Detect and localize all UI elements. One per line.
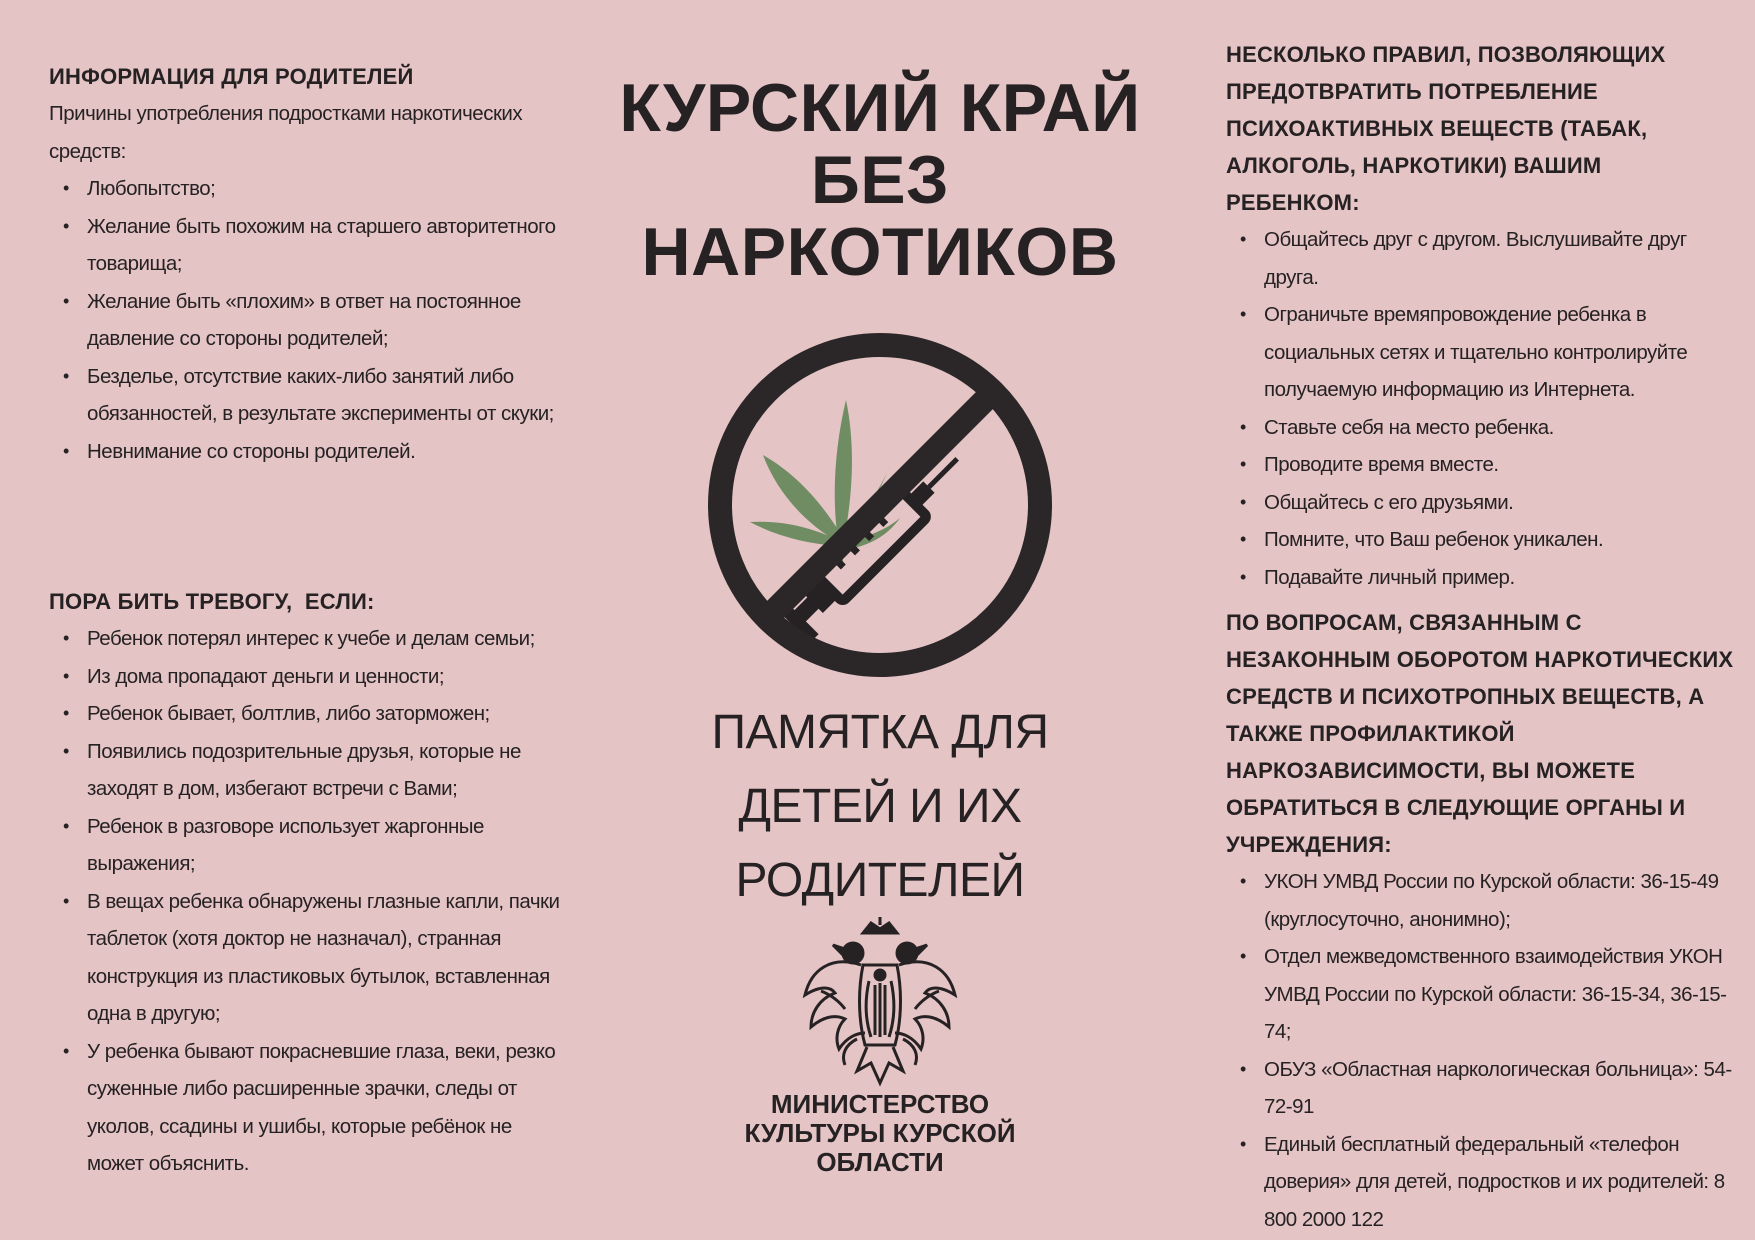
list-item: • Единый бесплатный федеральный «телефон доверия» для детей, подростков и их родителей: 8 800 2000 122 (1226, 1126, 1736, 1239)
rules-section (1226, 36, 1736, 596)
double-headed-eagle-lyre-emblem (801, 915, 959, 1093)
list-item: • Подавайте личный пример. (1226, 559, 1736, 597)
parents-info-section (49, 58, 569, 470)
ministry-line-3: ОБЛАСТИ (816, 1147, 944, 1177)
alarm-heading: ПОРА БИТЬ ТРЕВОГУ, ЕСЛИ: (49, 589, 375, 614)
list-item: • Безделье, отсутствие каких-либо занятий либо обязанностей, в результате эксперименты от скуки; (49, 358, 569, 433)
list-item: • Ограничьте времяпровождение ребенка в социальных сетях и тщательно контролируйте получаемую информацию из Интернета. (1226, 296, 1736, 409)
rules-heading: НЕСКОЛЬКО ПРАВИЛ, ПОЗВОЛЯЮЩИХ ПРЕДОТВРАТИТЬ ПОТРЕБЛЕНИЕ ПСИХОАКТИВНЫХ ВЕЩЕСТВ (ТАБАК, АЛКОГОЛЬ, НАРКОТИКИ) ВАШИМ РЕБЕНКОМ: (1226, 42, 1666, 215)
parents-info-heading: ИНФОРМАЦИЯ ДЛЯ РОДИТЕЛЕЙ (49, 64, 414, 89)
reasons-list (49, 170, 569, 470)
list-item: • Общайтесь друг с другом. Выслушивайте друг друга. (1226, 221, 1736, 296)
list-item: • Появились подозрительные друзья, которые не заходят в дом, избегают встречи с Вами; (49, 733, 569, 808)
parents-info-intro: Причины употребления подростками наркотических средств: (49, 102, 523, 163)
list-item: • Ставьте себя на место ребенка. (1226, 409, 1736, 447)
list-item: • Ребенок бывает, болтлив, либо заторможен; (49, 695, 569, 733)
subtitle-line-1: ПАМЯТКА ДЛЯ (711, 706, 1049, 759)
list-item: • Отдел межведомственного взаимодействия УКОН УМВД России по Курской области: 36-15-34, 36-15-74; (1226, 938, 1736, 1051)
list-item: • Проводите время вместе. (1226, 446, 1736, 484)
subtitle-line-2: ДЕТЕЙ И ИХ РОДИТЕЛЕЙ (735, 780, 1025, 907)
main-title (600, 72, 1160, 288)
title-line-2: БЕЗ НАРКОТИКОВ (641, 142, 1119, 290)
list-item: • Из дома пропадают деньги и ценности; (49, 658, 569, 696)
list-item: • Желание быть похожим на старшего авторитетного товарища; (49, 208, 569, 283)
alarm-list (49, 620, 569, 1183)
ministry-line-2: КУЛЬТУРЫ КУРСКОЙ (744, 1118, 1016, 1148)
rules-list (1226, 221, 1736, 596)
ministry-line-1: МИНИСТЕРСТВО (770, 1089, 990, 1119)
list-item: • Желание быть «плохим» в ответ на постоянное давление со стороны родителей; (49, 283, 569, 358)
contacts-heading: ПО ВОПРОСАМ, СВЯЗАННЫМ С НЕЗАКОННЫМ ОБОРОТОМ НАРКОТИЧЕСКИХ СРЕДСТВ И ПСИХОТРОПНЫХ ВЕЩЕСТВ, А ТАКЖЕ ПРОФИЛАКТИКОЙ НАРКОЗАВИСИМОСТИ, ВЫ МОЖЕТЕ ОБРАТИТЬСЯ В СЛЕДУЮЩИЕ ОРГАНЫ И УЧРЕЖДЕНИЯ: (1226, 610, 1734, 857)
list-item: • УКОН УМВД России по Курской области: 36-15-49 (круглосуточно, анонимно); (1226, 863, 1736, 938)
list-item: • Общайтесь с его друзьями. (1226, 484, 1736, 522)
list-item: • Ребенок в разговоре использует жаргонные выражения; (49, 808, 569, 883)
list-item: • В вещах ребенка обнаружены глазные капли, пачки таблеток (хотя доктор не назначал), странная конструкция из пластиковых бутылок, вставленная одна в другую; (49, 883, 569, 1033)
list-item: • Любопытство; (49, 170, 569, 208)
list-item: • Ребенок потерял интерес к учебе и делам семьи; (49, 620, 569, 658)
alarm-section (49, 583, 569, 1183)
contacts-list (1226, 863, 1736, 1238)
contacts-section (1226, 604, 1736, 1238)
list-item: • Невнимание со стороны родителей. (49, 433, 569, 471)
title-line-1: КУРСКИЙ КРАЙ (619, 70, 1141, 146)
ministry-name (600, 1090, 1160, 1177)
list-item: • У ребенка бывают покрасневшие глаза, веки, резко суженные либо расширенные зрачки, следы от уколов, ссадины и ушибы, которые ребёнок не может объяснить. (49, 1033, 569, 1183)
no-drugs-prohibition-icon (700, 325, 1060, 685)
subtitle (600, 696, 1160, 918)
list-item: • Помните, что Ваш ребенок уникален. (1226, 521, 1736, 559)
list-item: • ОБУЗ «Областная наркологическая больница»: 54-72-91 (1226, 1051, 1736, 1126)
syringe-icon (773, 440, 975, 642)
